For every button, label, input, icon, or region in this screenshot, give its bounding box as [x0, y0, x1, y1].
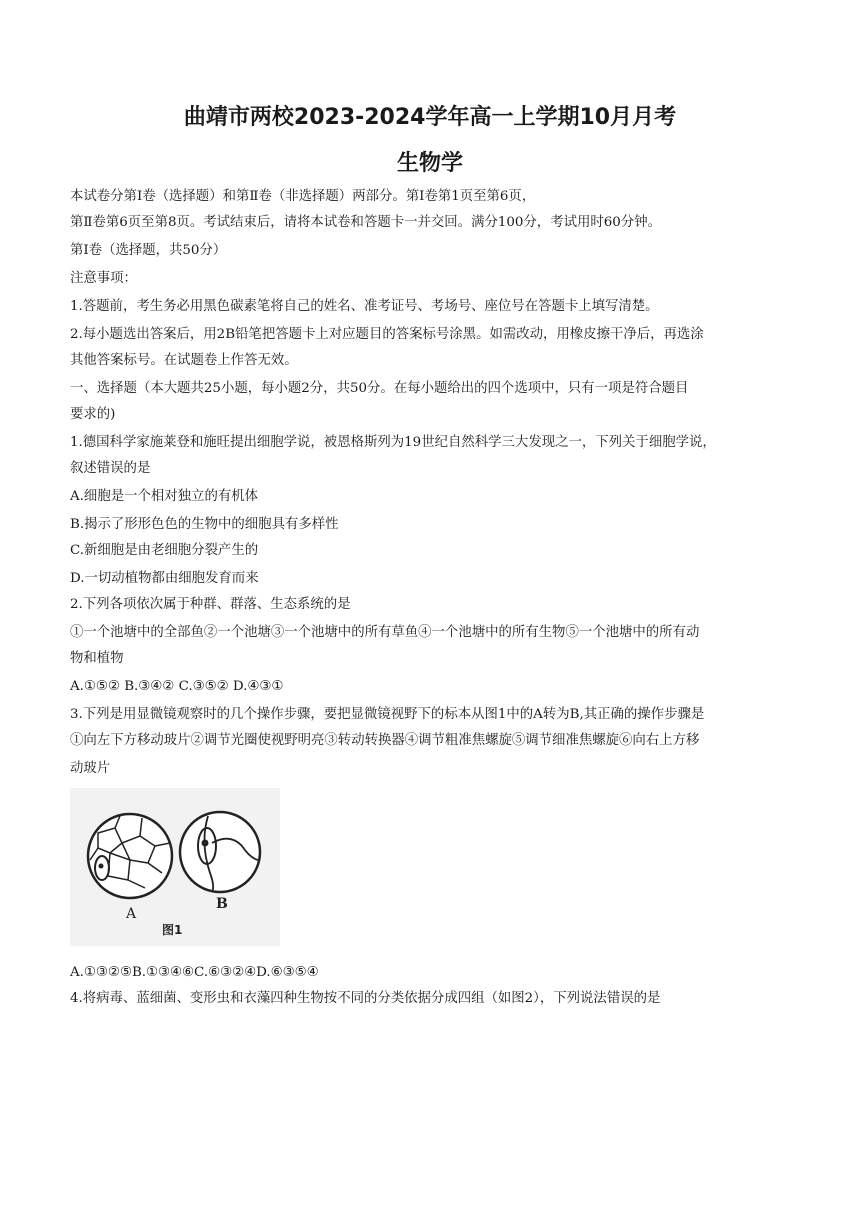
question-4-stem: 4.将病毒、蓝细菌、变形虫和衣藻四种生物按不同的分类依据分成四组（如图2），下列说法错误的是 [70, 991, 661, 1006]
question-3-stem: 动玻片 [70, 761, 111, 776]
part-heading: 要求的) [70, 407, 116, 422]
field-b-circle [180, 812, 260, 892]
notice-item: 2.每小题选出答案后，用2B铅笔把答题卡上对应题目的答案标号涂黑。如需改动，用橡皮擦干净后，再选涂 [70, 327, 704, 342]
question-1-option: B.揭示了形形色色的生物中的细胞具有多样性 [70, 517, 339, 532]
question-2-stem: ①一个池塘中的全部鱼②一个池塘③一个池塘中的所有草鱼④一个池塘中的所有生物⑤一个池塘中的所有动 [70, 625, 700, 640]
figure-label-b: B [216, 896, 228, 912]
figure-label-a: A [126, 906, 137, 922]
notice-item: 1.答题前，考生务必用黑色碳素笔将自己的姓名、准考证号、考场号、座位号在答题卡上填写清楚。 [70, 299, 659, 314]
figure-caption: 图1 [162, 923, 183, 937]
question-1-stem: 1.德国科学家施莱登和施旺提出细胞学说，被恩格斯列为19世纪自然科学三大发现之一，下列关于细胞学说， [70, 435, 716, 450]
question-3-options: A.①③②⑤B.①③④⑥C.⑥③②④D.⑥③⑤④ [70, 965, 319, 980]
notice-heading: 注意事项： [70, 271, 137, 286]
question-3-stem: 3.下列是用显微镜观察时的几个操作步骤，要把显微镜视野下的标本从图1中的A转为B,其正确的操作步骤是 [70, 707, 705, 722]
intro-line: 第Ⅱ卷第6页至第8页。考试结束后，请将本试卷和答题卡一并交回。满分100分，考试用时60分钟。 [70, 215, 661, 230]
figure-1-microscope-fields [70, 788, 280, 946]
microscope-fields-drawing [70, 788, 280, 946]
question-2-stem: 2.下列各项依次属于种群、群落、生态系统的是 [70, 597, 351, 612]
notice-item: 其他答案标号。在试题卷上作答无效。 [70, 353, 298, 368]
question-1-option: D.一切动植物都由细胞发育而来 [70, 571, 259, 586]
intro-line: 本试卷分第Ⅰ卷（选择题）和第Ⅱ卷（非选择题）两部分。第Ⅰ卷第1页至第6页， [70, 189, 536, 204]
question-1-option: A.细胞是一个相对独立的有机体 [70, 489, 259, 504]
exam-title: 曲靖市两校2023-2024学年高一上学期10月月考 [183, 105, 677, 130]
section-heading: 第Ⅰ卷（选择题，共50分） [70, 243, 227, 258]
question-2-stem: 物和植物 [70, 651, 124, 666]
subject-title: 生物学 [396, 151, 463, 176]
question-2-options: A.①⑤② B.③④② C.③⑤② D.④③① [70, 679, 284, 694]
question-1-stem: 叙述错误的是 [70, 461, 151, 476]
question-3-stem: ①向左下方移动玻片②调节光圈使视野明亮③转动转换器④调节粗准焦螺旋⑤调节细准焦螺旋⑥向右上方移 [70, 733, 700, 748]
part-heading: 一、选择题（本大题共25小题，每小题2分，共50分。在每小题给出的四个选项中，只有一项是符合题目 [70, 381, 689, 396]
question-1-option: C.新细胞是由老细胞分裂产生的 [70, 543, 259, 558]
